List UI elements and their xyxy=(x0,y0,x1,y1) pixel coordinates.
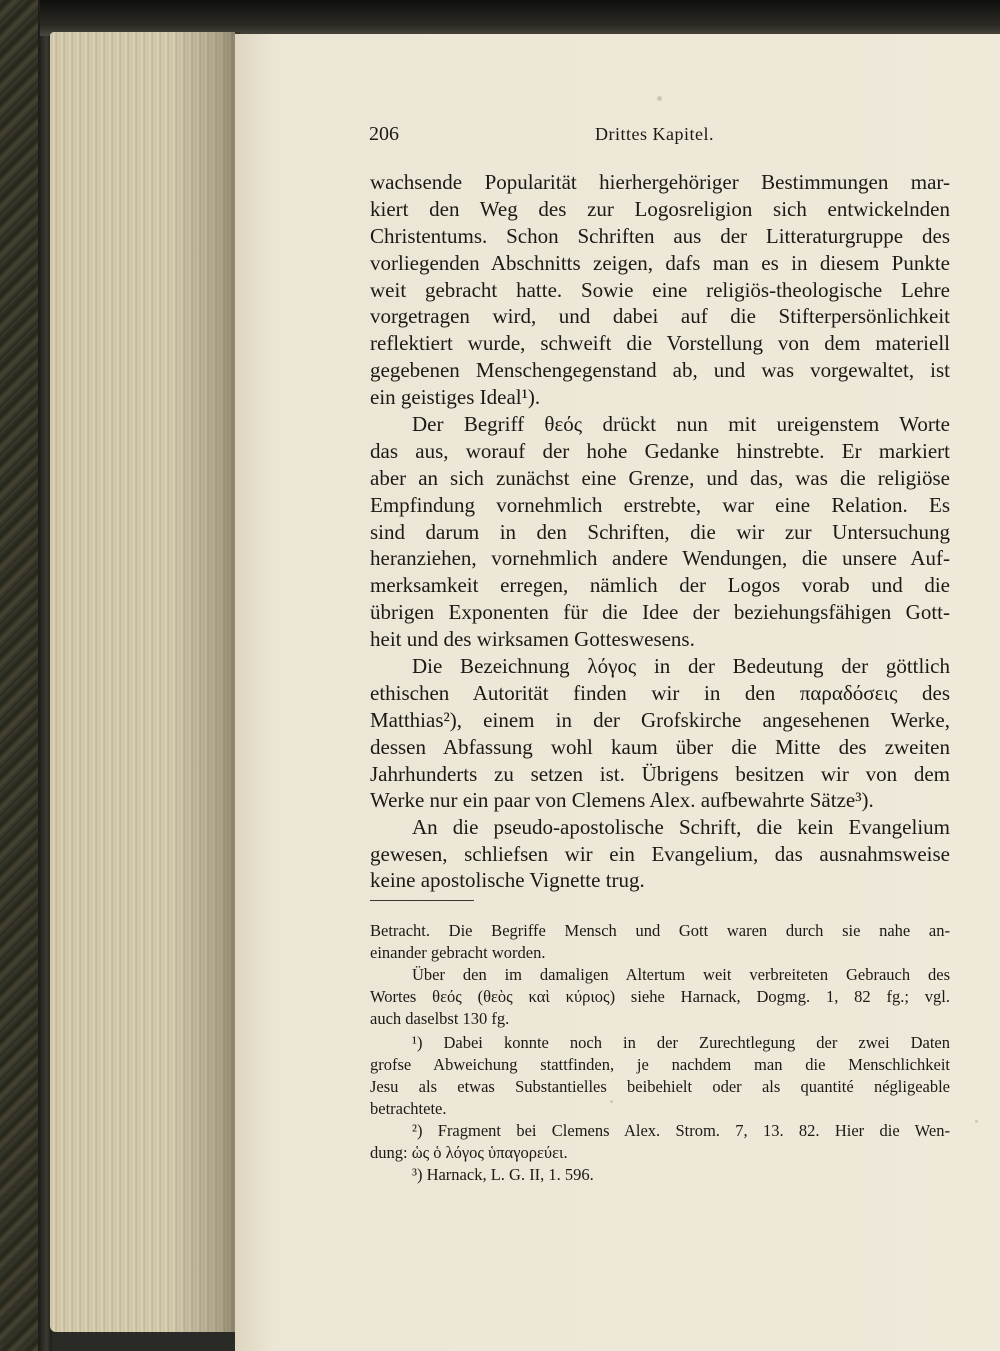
body-line: vorgetragen wird, und dabei auf die Stifterpersönlichkeit xyxy=(370,304,950,328)
footnote-line: auch daselbst 130 fg. xyxy=(370,1009,510,1028)
body-line: Christentums. Schon Schriften aus der Litteraturgruppe des xyxy=(370,224,950,248)
body-line: Empfindung vornehmlich erstrebte, war eine Relation. Es xyxy=(370,493,950,517)
body-line: sind darum in den Schriften, die wir zur Untersuchung xyxy=(370,520,950,544)
body-line: gewesen, schliefsen wir ein Evangelium, das ausnahmsweise xyxy=(370,842,950,866)
body-line: weit gebracht hatte. Sowie eine religiös-theologische Lehre xyxy=(370,278,950,302)
footnote-line: Wortes θεός (θεὸς καὶ κύριος) siehe Harnack, Dogmg. 1, 82 fg.; vgl. xyxy=(370,987,950,1006)
body-line: keine apostolische Vignette trug. xyxy=(370,868,645,892)
book-top-shadow xyxy=(40,0,1000,36)
body-line: merksamkeit erregen, nämlich der Logos vorab und die xyxy=(370,573,950,597)
body-line: das aus, worauf der hohe Gedanke hinstrebte. Er markiert xyxy=(370,439,950,463)
body-line: kiert den Weg des zur Logosreligion sich entwickelnden xyxy=(370,197,950,221)
footnote-line: ³) Harnack, L. G. II, 1. 596. xyxy=(412,1165,594,1184)
body-line: heranziehen, vornehmlich andere Wendungen, die unsere Auf- xyxy=(370,546,950,570)
footnote-line: Jesu als etwas Substantielles beibehielt oder als quantité négligeable xyxy=(370,1077,950,1096)
page-number: 206 xyxy=(369,123,399,145)
footnote-line: einander gebracht worden. xyxy=(370,943,546,962)
body-line: An die pseudo-apostolische Schrift, die kein Evangelium xyxy=(412,815,950,839)
footnote-line: dung: ὡς ὁ λόγος ὑπαγορεύει. xyxy=(370,1143,568,1162)
body-line: Werke nur ein paar von Clemens Alex. aufbewahrte Sätze³). xyxy=(370,788,874,812)
body-line: gegebenen Menschengegenstand ab, und was vorgewaltet, ist xyxy=(370,358,950,382)
body-line: reflektiert wurde, schweift die Vorstellung von dem materiell xyxy=(370,331,950,355)
marbled-board-edge xyxy=(0,0,40,1351)
footnote-line: ¹) Dabei konnte noch in der Zurechtlegung der zwei Daten xyxy=(412,1033,950,1052)
body-line: Die Bezeichnung λόγος in der Bedeutung der göttlich xyxy=(412,654,950,678)
body-line: heit und des wirksamen Gotteswesens. xyxy=(370,627,695,651)
body-line: vorliegenden Abschnitts zeigen, dafs man es in diesem Punkte xyxy=(370,251,950,275)
footnote-rule xyxy=(370,900,474,901)
body-line: Jahrhunderts zu setzen ist. Übrigens besitzen wir von dem xyxy=(370,762,950,786)
footnote-line: betrachtete. xyxy=(370,1099,447,1118)
body-line: übrigen Exponenten für die Idee der beziehungsfähigen Gott- xyxy=(370,600,950,624)
body-line: wachsende Popularität hierhergehöriger Bestimmungen mar- xyxy=(370,170,950,194)
footnote-line: Über den im damaligen Altertum weit verbreiteten Gebrauch des xyxy=(412,965,950,984)
gutter-shadow xyxy=(170,32,240,1332)
paper-blemish xyxy=(975,1120,978,1123)
body-line: Der Begriff θεός drückt nun mit ureigenstem Worte xyxy=(412,412,950,436)
running-title: Drittes Kapitel. xyxy=(595,124,714,144)
body-line: ethischen Autorität finden wir in den παραδόσεις des xyxy=(370,681,950,705)
body-line: Matthias²), einem in der Grofskirche angesehenen Werke, xyxy=(370,708,950,732)
footnote-line: grofse Abweichung stattfinden, je nachdem man die Menschlichkeit xyxy=(370,1055,950,1074)
footnote-line: Betracht. Die Begriffe Mensch und Gott waren durch sie nahe an- xyxy=(370,921,950,940)
footnote-line: ²) Fragment bei Clemens Alex. Strom. 7, 13. 82. Hier die Wen- xyxy=(412,1121,950,1140)
body-line: aber an sich zunächst eine Grenze, und das, was die religiöse xyxy=(370,466,950,490)
body-line: dessen Abfassung wohl kaum über die Mitte des zweiten xyxy=(370,735,950,759)
body-line: ein geistiges Ideal¹). xyxy=(370,385,541,409)
paper-blemish xyxy=(657,96,662,101)
